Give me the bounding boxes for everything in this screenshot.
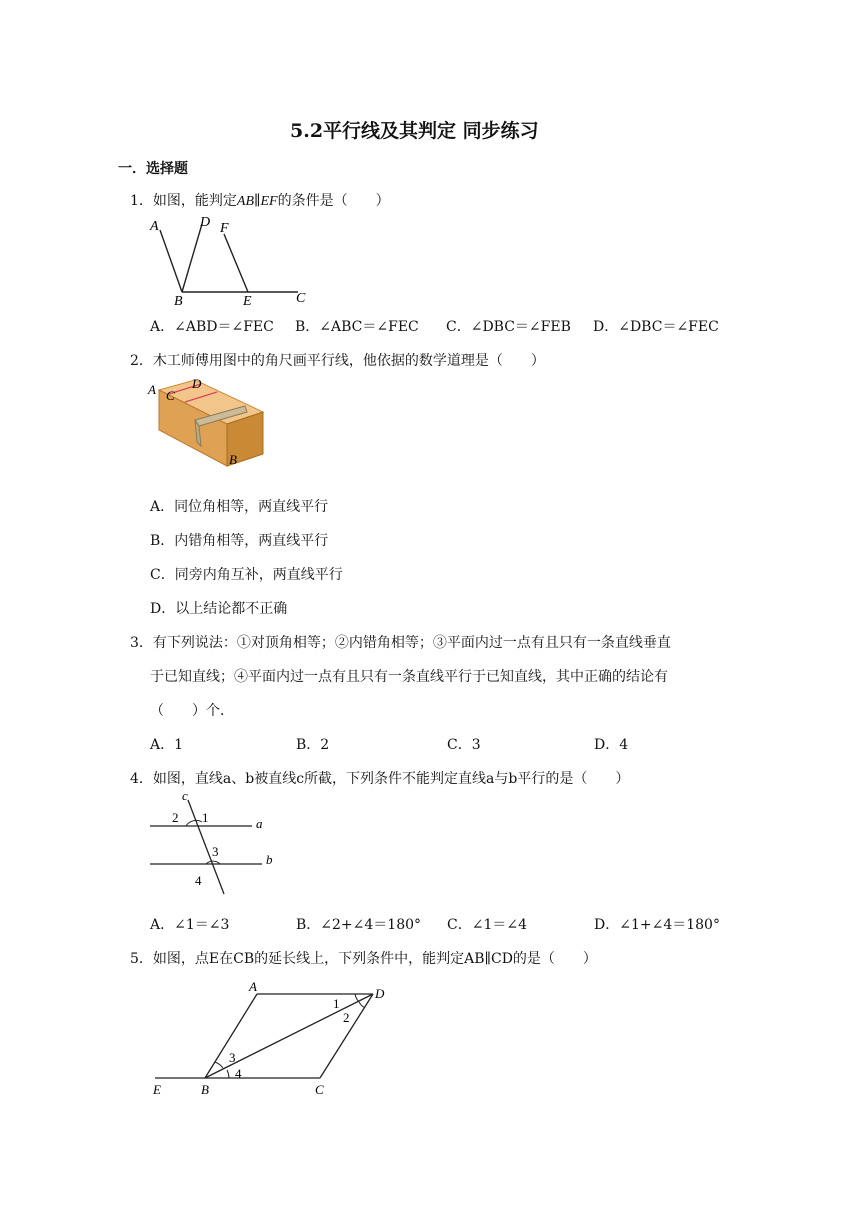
question-5-stem: 5．如图，点E在CB的延长线上，下列条件中，能判定AB∥CD的是（ ） <box>130 951 597 967</box>
question-3-stem-line-3: （ ）个． <box>150 703 234 719</box>
fig4-label-a: a <box>256 816 263 831</box>
question-2-stem: 2．木工师傅用图中的角尺画平行线，他依据的数学道理是（ ） <box>130 353 545 369</box>
question-4-figure <box>140 786 290 898</box>
question-4-option-d: D．∠1+∠4＝180° <box>594 917 720 933</box>
fig4-label-c: c <box>182 788 188 803</box>
question-1-figure <box>140 210 320 310</box>
question-1-stem-suffix: 的条件是（ ） <box>277 193 390 209</box>
fig1-label-E: E <box>243 294 252 309</box>
fig4-label-4: 4 <box>195 873 202 888</box>
question-1-option-d: D．∠DBC＝∠FEC <box>593 319 719 335</box>
fig5-label-1: 1 <box>333 996 340 1011</box>
question-2-option-d: D．以上结论都不正确 <box>150 601 288 617</box>
fig2-label-D: D <box>192 376 202 391</box>
question-2-option-c: C．同旁内角互补，两直线平行 <box>150 567 343 583</box>
fig5-label-2: 2 <box>343 1010 350 1025</box>
fig4-label-3: 3 <box>212 844 219 859</box>
question-3-option-d: D．4 <box>594 737 629 753</box>
fig1-label-B: B <box>174 294 183 309</box>
fig1-label-A: A <box>150 219 159 234</box>
fig4-label-2: 2 <box>172 810 179 825</box>
fig5-label-3: 3 <box>229 1050 236 1065</box>
question-4-option-b: B．∠2+∠4＝180° <box>296 917 422 933</box>
question-3-option-a: A．1 <box>150 737 184 753</box>
page-title: 5.2平行线及其判定 同步练习 <box>290 120 539 142</box>
question-3-option-c: C．3 <box>447 737 481 753</box>
question-3-stem-line-2: 于已知直线；④平面内过一点有且只有一条直线平行于已知直线，其中正确的结论有 <box>150 669 668 685</box>
fig2-label-C: C <box>166 388 175 403</box>
question-1-stem-prefix: 1．如图，能判定 <box>130 193 237 209</box>
section-heading: 一．选择题 <box>118 161 188 177</box>
question-5-figure <box>145 976 405 1102</box>
question-1-stem-math: AB∥EF <box>236 194 278 209</box>
fig1-label-D: D <box>200 215 211 230</box>
question-4-option-c: C．∠1＝∠4 <box>447 917 527 933</box>
fig4-label-b: b <box>266 852 273 867</box>
question-4-stem: 4．如图，直线a、b被直线c所截，下列条件不能判定直线a与b平行的是（ ） <box>130 771 630 787</box>
question-3-stem-line-1: 3．有下列说法：①对顶角相等；②内错角相等；③平面内过一点有且只有一条直线垂直 <box>130 635 671 651</box>
question-4-option-a: A．∠1＝∠3 <box>150 917 230 933</box>
fig5-label-E: E <box>153 1082 161 1097</box>
question-1-stem <box>130 190 390 210</box>
fig5-label-4: 4 <box>235 1066 242 1081</box>
fig5-label-B: B <box>201 1082 209 1097</box>
fig5-label-D: D <box>375 986 385 1001</box>
question-1-option-c: C．∠DBC＝∠FEB <box>446 319 571 335</box>
question-2-option-b: B．内错角相等，两直线平行 <box>150 533 329 549</box>
fig4-label-1: 1 <box>202 810 209 825</box>
question-1-option-a: A．∠ABD＝∠FEC <box>150 319 274 335</box>
question-3-option-b: B．2 <box>296 737 330 753</box>
fig2-label-B: B <box>229 452 237 467</box>
fig2-label-A: A <box>148 382 156 397</box>
question-2-option-a: A．同位角相等，两直线平行 <box>150 499 329 515</box>
question-1-option-b: B．∠ABC＝∠FEC <box>295 319 419 335</box>
fig1-label-C: C <box>296 291 306 306</box>
fig1-label-F: F <box>220 221 229 236</box>
question-2-figure <box>145 372 275 472</box>
fig5-label-A: A <box>249 979 257 994</box>
fig5-label-C: C <box>315 1082 324 1097</box>
